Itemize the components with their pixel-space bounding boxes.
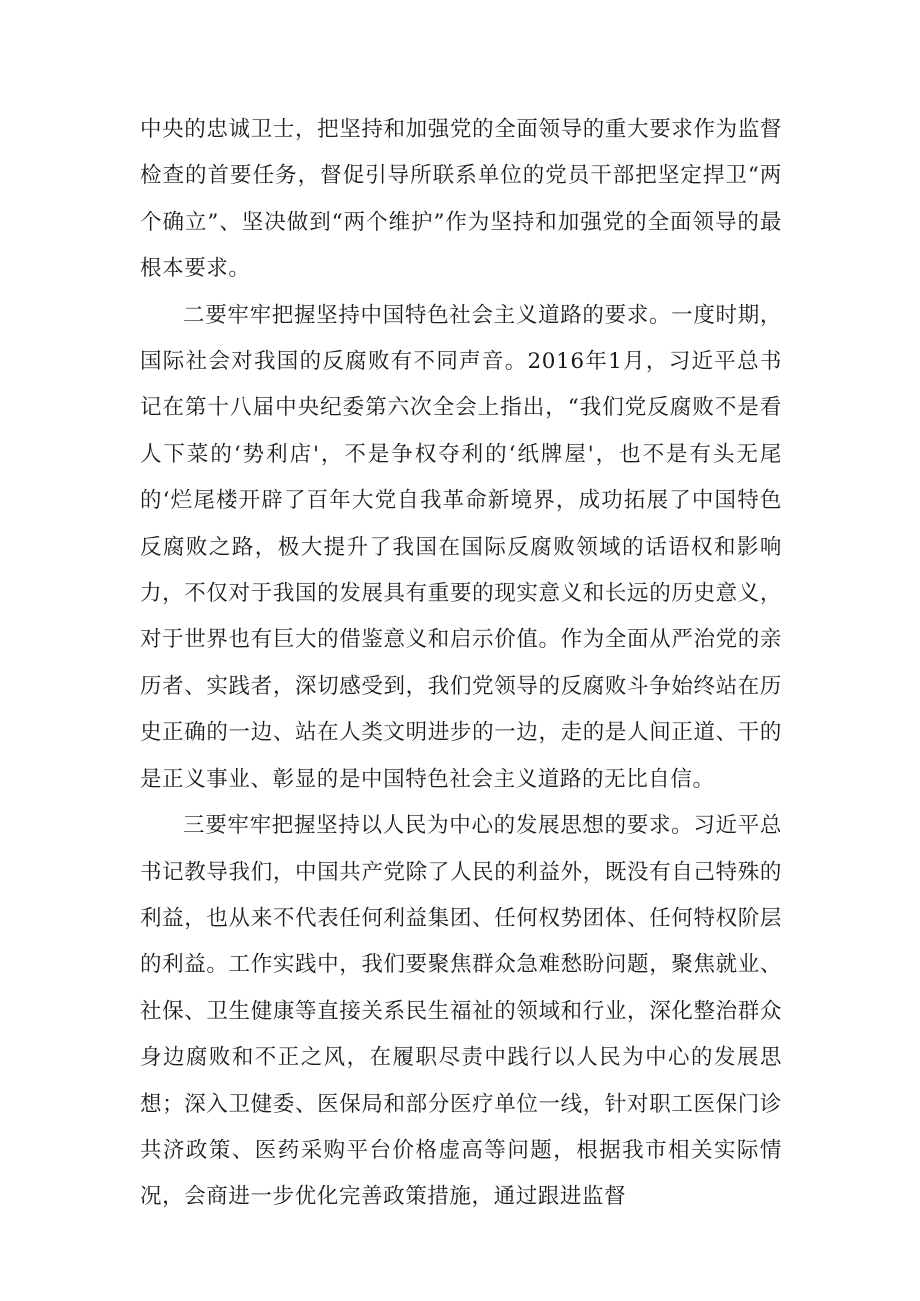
document-page (140, 107, 782, 1221)
paragraph-continuation: 中央的忠诚卫士，把坚持和加强党的全面领导的重大要求作为监督检查的首要任务，督促引导所联系单位的党员干部把坚定捍卫“两个确立”、坚决做到“两个维护”作为坚持和加强党的全面领导的最根本要求。 (140, 117, 782, 282)
paragraph-point-two: 二要牢牢把握坚持中国特色社会主义道路的要求。一度时期，国际社会对我国的反腐败有不同声音。2016年1月，习近平总书记在第十八届中央纪委第六次全会上指出，“我们党反腐败不是看人下菜的‘势利店'，不是争权夺利的‘纸牌屋'，也不是有头无尾的‘烂尾楼开辟了百年大党自我革命新境界，成功拓展了中国特色反腐败之路，极大提升了我国在国际反腐败领域的话语权和影响力，不仅对于我国的发展具有重要的现实意义和长远的历史意义，对于世界也有巨大的借鉴意义和启示价值。作为全面从严治党的亲历者、实践者，深切感受到，我们党领导的反腐败斗争始终站在历史正确的一边、站在人类文明进步的一边，走的是人间正道、干的是正义事业、彰显的是中国特色社会主义道路的无比自信。 (140, 302, 782, 792)
paragraph-point-three: 三要牢牢把握坚持以人民为中心的发展思想的要求。习近平总书记教导我们，中国共产党除了人民的利益外，既没有自己特殊的利益，也从来不代表任何利益集团、任何权势团体、任何特权阶层的利益。工作实践中，我们要聚焦群众急难愁盼问题，聚焦就业、社保、卫生健康等直接关系民生福祉的领域和行业，深化整治群众身边腐败和不正之风，在履职尽责中践行以人民为中心的发展思想；深入卫健委、医保局和部分医疗单位一线，针对职工医保门诊共济政策、医药采购平台价格虚高等问题，根据我市相关实际情况，会商进一步优化完善政策措施，通过跟进监督 (140, 813, 782, 1210)
